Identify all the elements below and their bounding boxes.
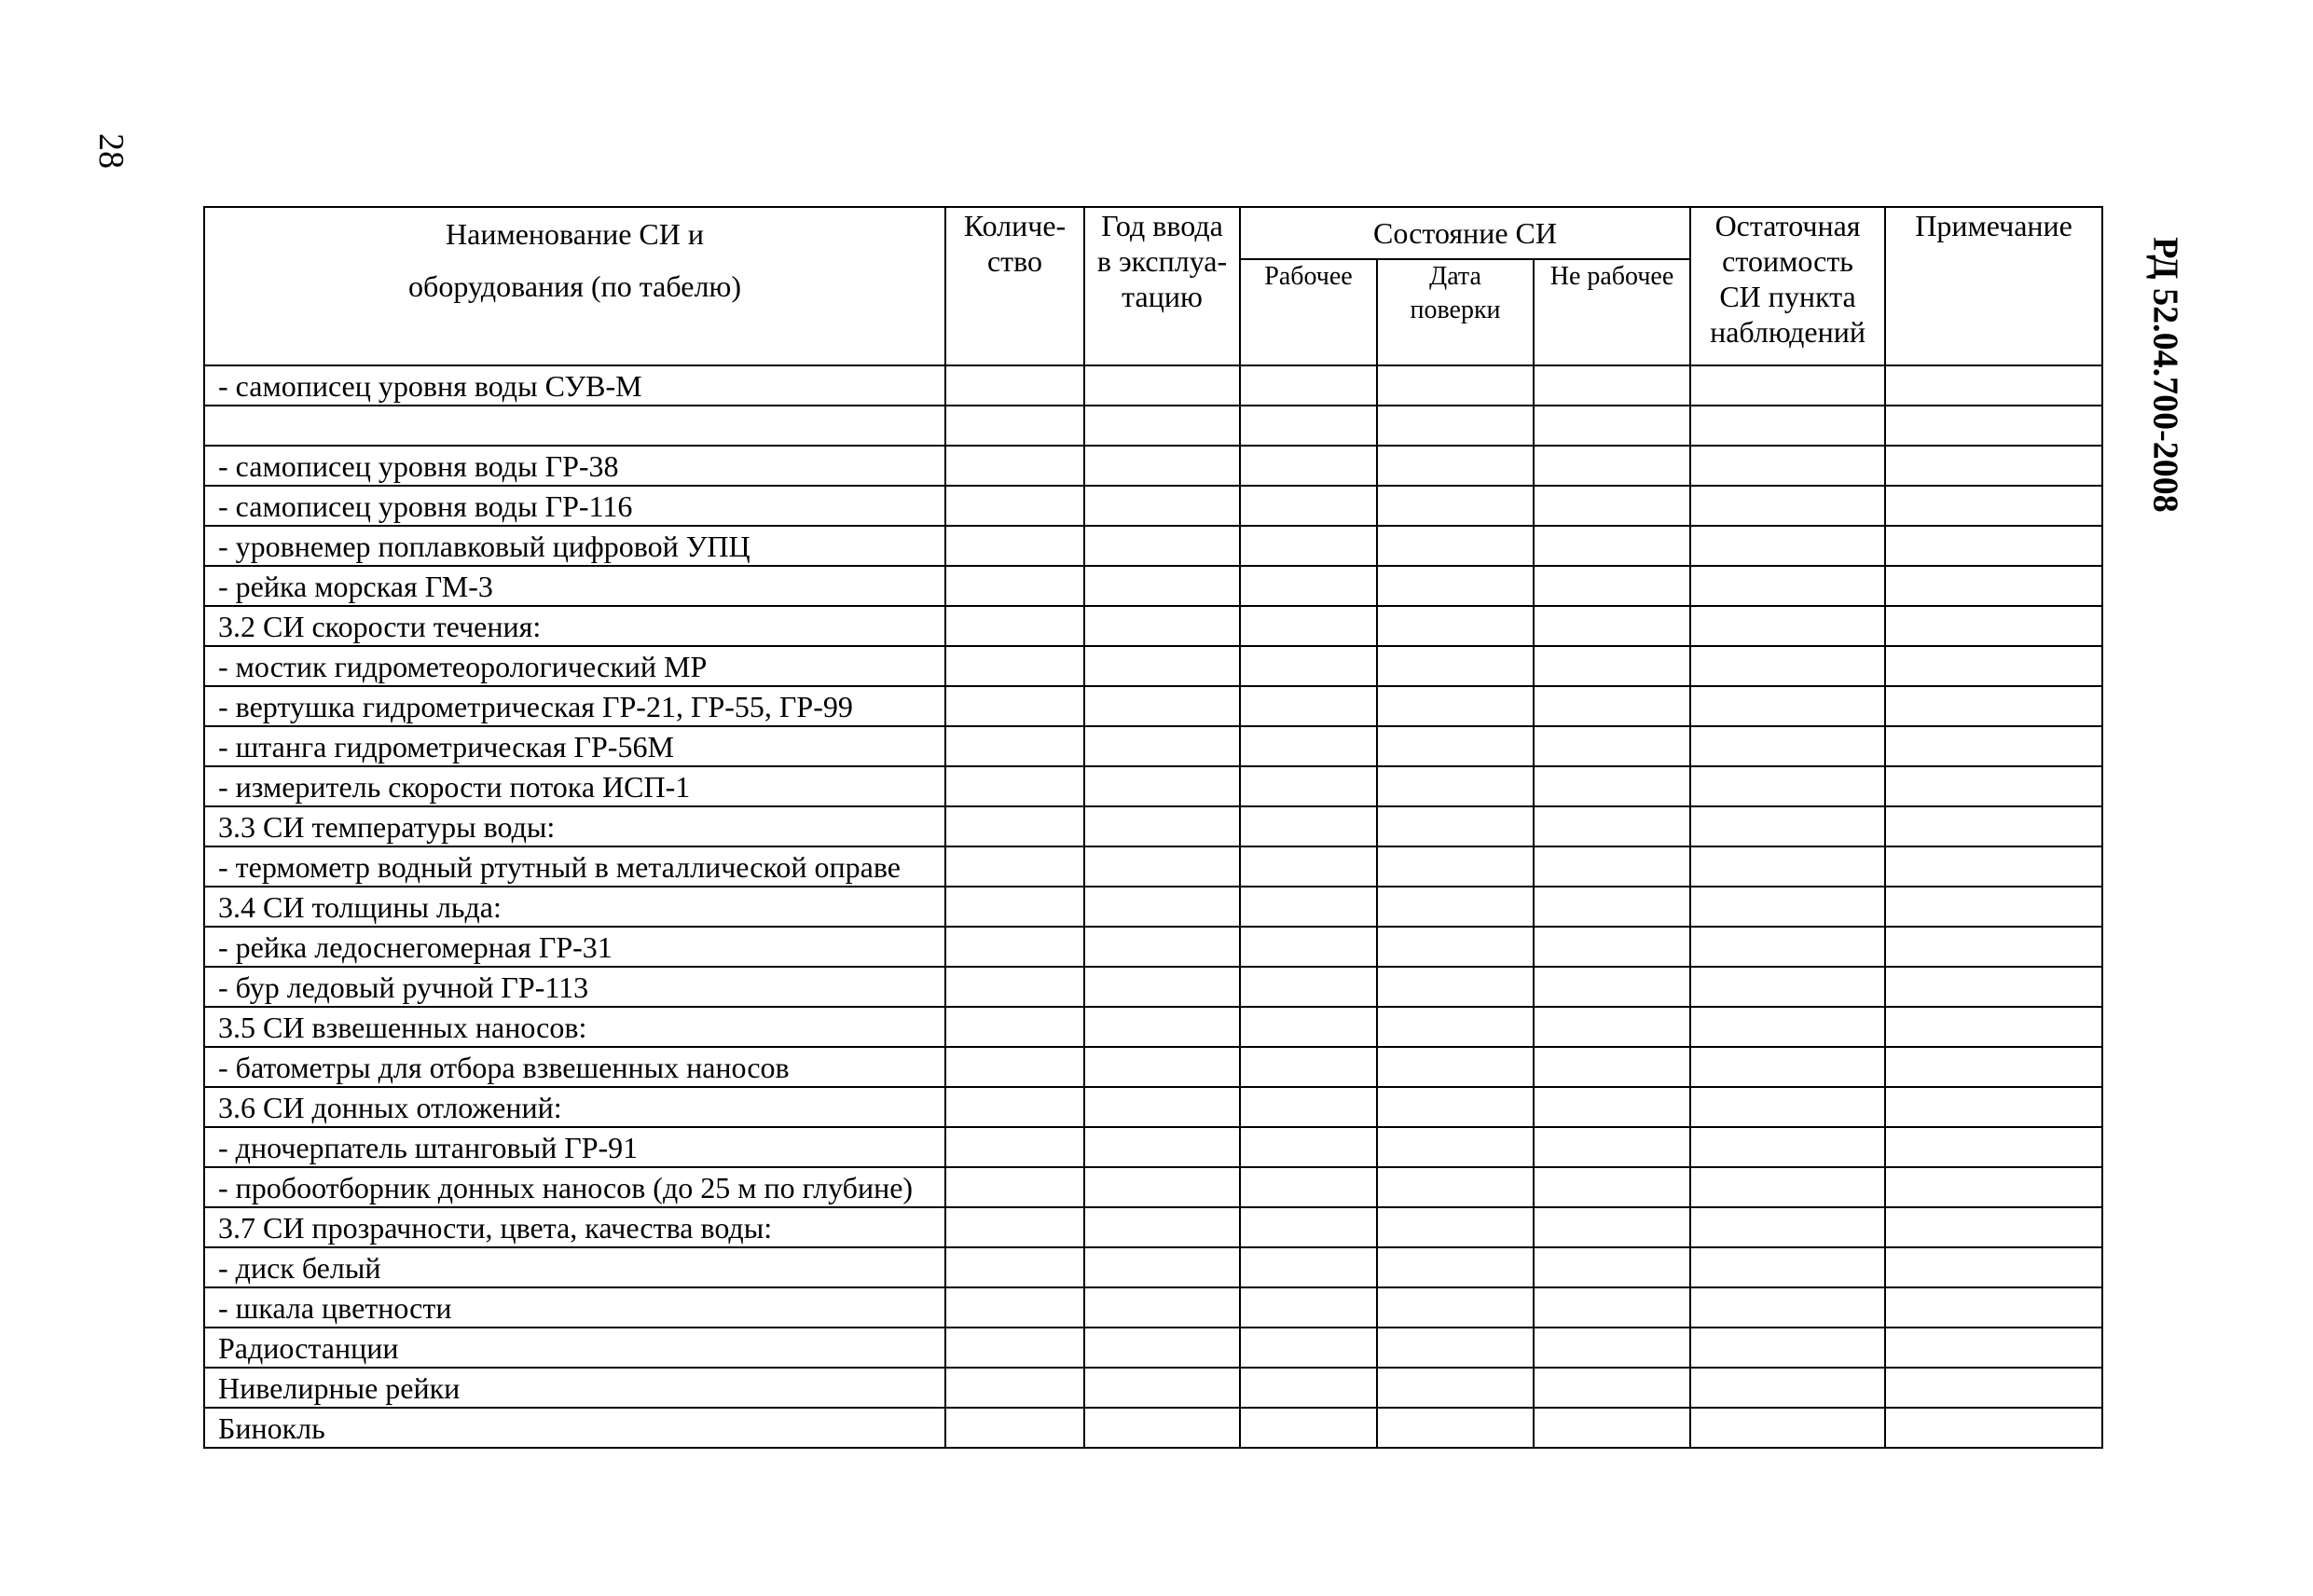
- table-row: [204, 1047, 2102, 1087]
- row-residual-value-cell: [1690, 1047, 1885, 1087]
- row-not-working-cell: [1534, 1247, 1690, 1287]
- row-residual-value-cell: [1690, 927, 1885, 967]
- row-not-working-cell: [1534, 1167, 1690, 1207]
- row-year-cell: [1084, 1167, 1240, 1207]
- row-quantity-cell: [945, 967, 1084, 1007]
- row-working-cell: [1240, 1207, 1377, 1247]
- row-not-working-cell: [1534, 967, 1690, 1007]
- row-year-cell: [1084, 1328, 1240, 1368]
- row-residual-value-cell: [1690, 365, 1885, 406]
- table-row: [204, 1167, 2102, 1207]
- table-row: [204, 726, 2102, 766]
- row-quantity-cell: [945, 846, 1084, 887]
- row-check-date-cell: [1377, 806, 1534, 846]
- row-working-cell: [1240, 1167, 1377, 1207]
- row-not-working-cell: [1534, 1368, 1690, 1408]
- row-equipment-name: - бур ледовый ручной ГР-113: [204, 967, 945, 1007]
- table-row: [204, 646, 2102, 686]
- row-year-cell: [1084, 846, 1240, 887]
- row-working-cell: [1240, 846, 1377, 887]
- row-year-cell: [1084, 486, 1240, 526]
- equipment-inventory-table: [203, 206, 2103, 1449]
- row-not-working-cell: [1534, 686, 1690, 726]
- row-not-working-cell: [1534, 1047, 1690, 1087]
- table-row: [204, 887, 2102, 927]
- row-note-cell: [1885, 1167, 2102, 1207]
- row-quantity-cell: [945, 566, 1084, 606]
- row-residual-value-cell: [1690, 486, 1885, 526]
- row-quantity-cell: [945, 486, 1084, 526]
- row-check-date-cell: [1377, 1328, 1534, 1368]
- row-note-cell: [1885, 1047, 2102, 1087]
- row-quantity-cell: [945, 927, 1084, 967]
- row-equipment-name: - диск белый: [204, 1247, 945, 1287]
- row-not-working-cell: [1534, 526, 1690, 566]
- row-check-date-cell: [1377, 726, 1534, 766]
- row-working-cell: [1240, 606, 1377, 646]
- row-not-working-cell: [1534, 1207, 1690, 1247]
- table-row: [204, 446, 2102, 486]
- table-row: [204, 686, 2102, 726]
- row-working-cell: [1240, 806, 1377, 846]
- row-quantity-cell: [945, 1127, 1084, 1167]
- row-quantity-cell: [945, 1368, 1084, 1408]
- row-not-working-cell: [1534, 365, 1690, 406]
- table-row: [204, 566, 2102, 606]
- row-quantity-cell: [945, 1007, 1084, 1047]
- header-name: [204, 207, 945, 365]
- row-year-cell: [1084, 927, 1240, 967]
- row-working-cell: [1240, 1087, 1377, 1127]
- row-check-date-cell: [1377, 1007, 1534, 1047]
- row-residual-value-cell: [1690, 1207, 1885, 1247]
- table-row: [204, 1328, 2102, 1368]
- row-quantity-cell: [945, 365, 1084, 406]
- row-note-cell: [1885, 887, 2102, 927]
- row-note-cell: [1885, 1368, 2102, 1408]
- row-residual-value-cell: [1690, 526, 1885, 566]
- row-working-cell: [1240, 1287, 1377, 1328]
- row-equipment-name: - самописец уровня воды ГР-38: [204, 446, 945, 486]
- row-check-date-cell: [1377, 1408, 1534, 1448]
- row-not-working-cell: [1534, 446, 1690, 486]
- row-residual-value-cell: [1690, 726, 1885, 766]
- row-check-date-cell: [1377, 646, 1534, 686]
- table-body: [204, 365, 2102, 1448]
- row-quantity-cell: [945, 686, 1084, 726]
- row-check-date-cell: [1377, 1368, 1534, 1408]
- row-year-cell: [1084, 526, 1240, 566]
- row-year-cell: [1084, 766, 1240, 806]
- table-row: [204, 486, 2102, 526]
- row-year-cell: [1084, 1207, 1240, 1247]
- row-note-cell: [1885, 766, 2102, 806]
- row-check-date-cell: [1377, 566, 1534, 606]
- header-year-line3: тацию: [1122, 280, 1203, 313]
- header-state-check-date: [1377, 259, 1534, 365]
- row-equipment-name: Бинокль: [204, 1408, 945, 1448]
- row-note-cell: [1885, 526, 2102, 566]
- row-check-date-cell: [1377, 406, 1534, 446]
- row-year-cell: [1084, 1287, 1240, 1328]
- row-working-cell: [1240, 1408, 1377, 1448]
- row-note-cell: [1885, 1408, 2102, 1448]
- row-residual-value-cell: [1690, 566, 1885, 606]
- row-note-cell: [1885, 726, 2102, 766]
- row-check-date-cell: [1377, 1167, 1534, 1207]
- header-quantity-line1: Количе-: [963, 209, 1067, 242]
- row-check-date-cell: [1377, 766, 1534, 806]
- row-quantity-cell: [945, 406, 1084, 446]
- table-row: [204, 1087, 2102, 1127]
- row-quantity-cell: [945, 1287, 1084, 1328]
- row-quantity-cell: [945, 646, 1084, 686]
- header-state-date-line2: поверки: [1410, 296, 1501, 324]
- table-row: [204, 1368, 2102, 1408]
- row-note-cell: [1885, 806, 2102, 846]
- table-row: [204, 606, 2102, 646]
- row-residual-value-cell: [1690, 766, 1885, 806]
- row-check-date-cell: [1377, 887, 1534, 927]
- row-equipment-name: - пробоотборник донных наносов (до 25 м по глубине): [204, 1167, 945, 1207]
- row-quantity-cell: [945, 606, 1084, 646]
- table-row: [204, 846, 2102, 887]
- row-equipment-name: - рейка морская ГМ-3: [204, 566, 945, 606]
- row-equipment-name: 3.6 СИ донных отложений:: [204, 1087, 945, 1127]
- row-equipment-name: 3.3 СИ температуры воды:: [204, 806, 945, 846]
- row-note-cell: [1885, 927, 2102, 967]
- row-note-cell: [1885, 1328, 2102, 1368]
- row-check-date-cell: [1377, 446, 1534, 486]
- row-working-cell: [1240, 406, 1377, 446]
- header-state-date-line1: Дата: [1429, 262, 1481, 291]
- row-equipment-name: - дночерпатель штанговый ГР-91: [204, 1127, 945, 1167]
- row-note-cell: [1885, 406, 2102, 446]
- row-not-working-cell: [1534, 646, 1690, 686]
- header-quantity-line2: ство: [986, 244, 1043, 278]
- header-state-not-working: Не рабочее: [1534, 259, 1690, 365]
- row-equipment-name: 3.2 СИ скорости течения:: [204, 606, 945, 646]
- row-year-cell: [1084, 726, 1240, 766]
- header-residual-line1: Остаточная: [1714, 209, 1861, 242]
- row-residual-value-cell: [1690, 806, 1885, 846]
- row-working-cell: [1240, 486, 1377, 526]
- row-equipment-name: [204, 406, 945, 446]
- row-note-cell: [1885, 1207, 2102, 1247]
- row-check-date-cell: [1377, 1287, 1534, 1328]
- row-working-cell: [1240, 1127, 1377, 1167]
- row-note-cell: [1885, 686, 2102, 726]
- header-year-line1: Год ввода: [1101, 209, 1223, 242]
- header-year: [1084, 207, 1240, 365]
- table-row: [204, 1287, 2102, 1328]
- row-residual-value-cell: [1690, 887, 1885, 927]
- row-equipment-name: - самописец уровня воды ГР-116: [204, 486, 945, 526]
- page-number: 28: [91, 133, 131, 169]
- row-working-cell: [1240, 726, 1377, 766]
- row-year-cell: [1084, 686, 1240, 726]
- row-note-cell: [1885, 846, 2102, 887]
- header-name-line1: Наименование СИ и: [446, 217, 704, 251]
- row-working-cell: [1240, 365, 1377, 406]
- table-row: [204, 365, 2102, 406]
- row-equipment-name: - рейка ледоснегомерная ГР-31: [204, 927, 945, 967]
- row-working-cell: [1240, 526, 1377, 566]
- row-working-cell: [1240, 1368, 1377, 1408]
- row-note-cell: [1885, 1247, 2102, 1287]
- row-equipment-name: - термометр водный ртутный в металлической оправе: [204, 846, 945, 887]
- row-note-cell: [1885, 1127, 2102, 1167]
- row-not-working-cell: [1534, 1127, 1690, 1167]
- row-note-cell: [1885, 365, 2102, 406]
- row-quantity-cell: [945, 806, 1084, 846]
- header-residual-value: [1690, 207, 1885, 365]
- row-equipment-name: - батометры для отбора взвешенных наносов: [204, 1047, 945, 1087]
- row-year-cell: [1084, 967, 1240, 1007]
- row-note-cell: [1885, 646, 2102, 686]
- row-quantity-cell: [945, 1207, 1084, 1247]
- row-working-cell: [1240, 686, 1377, 726]
- row-not-working-cell: [1534, 1287, 1690, 1328]
- row-residual-value-cell: [1690, 1287, 1885, 1328]
- row-note-cell: [1885, 486, 2102, 526]
- row-residual-value-cell: [1690, 406, 1885, 446]
- row-year-cell: [1084, 887, 1240, 927]
- header-name-line2: оборудования (по табелю): [408, 269, 741, 303]
- row-year-cell: [1084, 446, 1240, 486]
- row-not-working-cell: [1534, 486, 1690, 526]
- row-check-date-cell: [1377, 1247, 1534, 1287]
- table-row: [204, 1007, 2102, 1047]
- row-working-cell: [1240, 1247, 1377, 1287]
- row-equipment-name: - штанга гидрометрическая ГР-56М: [204, 726, 945, 766]
- row-working-cell: [1240, 646, 1377, 686]
- table-row: [204, 1247, 2102, 1287]
- row-working-cell: [1240, 566, 1377, 606]
- row-equipment-name: - вертушка гидрометрическая ГР-21, ГР-55, ГР-99: [204, 686, 945, 726]
- row-check-date-cell: [1377, 606, 1534, 646]
- row-residual-value-cell: [1690, 967, 1885, 1007]
- table-row: [204, 766, 2102, 806]
- table-row: [204, 967, 2102, 1007]
- row-quantity-cell: [945, 726, 1084, 766]
- row-not-working-cell: [1534, 566, 1690, 606]
- row-equipment-name: - уровнемер поплавковый цифровой УПЦ: [204, 526, 945, 566]
- row-working-cell: [1240, 1007, 1377, 1047]
- row-residual-value-cell: [1690, 1408, 1885, 1448]
- row-not-working-cell: [1534, 1408, 1690, 1448]
- row-check-date-cell: [1377, 365, 1534, 406]
- row-not-working-cell: [1534, 887, 1690, 927]
- row-year-cell: [1084, 1047, 1240, 1087]
- row-residual-value-cell: [1690, 846, 1885, 887]
- row-year-cell: [1084, 1127, 1240, 1167]
- row-check-date-cell: [1377, 1087, 1534, 1127]
- row-check-date-cell: [1377, 1207, 1534, 1247]
- row-working-cell: [1240, 1047, 1377, 1087]
- header-year-line2: в эксплуа-: [1096, 244, 1228, 278]
- row-check-date-cell: [1377, 846, 1534, 887]
- table-row: [204, 1127, 2102, 1167]
- row-working-cell: [1240, 446, 1377, 486]
- row-equipment-name: 3.7 СИ прозрачности, цвета, качества воды:: [204, 1207, 945, 1247]
- row-working-cell: [1240, 927, 1377, 967]
- row-equipment-name: Радиостанции: [204, 1328, 945, 1368]
- row-working-cell: [1240, 887, 1377, 927]
- row-not-working-cell: [1534, 606, 1690, 646]
- header-row-top: [204, 207, 2102, 259]
- row-working-cell: [1240, 766, 1377, 806]
- header-note: Примечание: [1885, 207, 2102, 365]
- row-quantity-cell: [945, 1167, 1084, 1207]
- row-equipment-name: - измеритель скорости потока ИСП-1: [204, 766, 945, 806]
- table-row: [204, 806, 2102, 846]
- header-residual-line3: СИ пункта: [1719, 280, 1856, 313]
- row-not-working-cell: [1534, 726, 1690, 766]
- row-quantity-cell: [945, 1247, 1084, 1287]
- row-residual-value-cell: [1690, 1007, 1885, 1047]
- row-residual-value-cell: [1690, 1368, 1885, 1408]
- row-year-cell: [1084, 1247, 1240, 1287]
- row-note-cell: [1885, 1007, 2102, 1047]
- row-year-cell: [1084, 1408, 1240, 1448]
- row-check-date-cell: [1377, 486, 1534, 526]
- row-year-cell: [1084, 646, 1240, 686]
- header-state-group: Состояние СИ: [1240, 207, 1690, 259]
- row-year-cell: [1084, 1087, 1240, 1127]
- row-note-cell: [1885, 446, 2102, 486]
- row-check-date-cell: [1377, 1047, 1534, 1087]
- row-equipment-name: Нивелирные рейки: [204, 1368, 945, 1408]
- row-not-working-cell: [1534, 1328, 1690, 1368]
- table-row: [204, 1408, 2102, 1448]
- row-year-cell: [1084, 606, 1240, 646]
- row-residual-value-cell: [1690, 1167, 1885, 1207]
- row-residual-value-cell: [1690, 1127, 1885, 1167]
- header-residual-line4: наблюдений: [1710, 315, 1866, 349]
- document-code: РД 52.04.700-2008: [2145, 237, 2185, 513]
- row-check-date-cell: [1377, 526, 1534, 566]
- row-check-date-cell: [1377, 686, 1534, 726]
- row-not-working-cell: [1534, 1087, 1690, 1127]
- row-year-cell: [1084, 1368, 1240, 1408]
- row-quantity-cell: [945, 1408, 1084, 1448]
- row-equipment-name: 3.4 СИ толщины льда:: [204, 887, 945, 927]
- row-check-date-cell: [1377, 927, 1534, 967]
- row-note-cell: [1885, 1287, 2102, 1328]
- table-row: [204, 927, 2102, 967]
- row-residual-value-cell: [1690, 686, 1885, 726]
- table-row: [204, 406, 2102, 446]
- row-check-date-cell: [1377, 1127, 1534, 1167]
- row-year-cell: [1084, 806, 1240, 846]
- row-quantity-cell: [945, 887, 1084, 927]
- header-state-working: Рабочее: [1240, 259, 1377, 365]
- row-check-date-cell: [1377, 967, 1534, 1007]
- row-not-working-cell: [1534, 846, 1690, 887]
- table-row: [204, 526, 2102, 566]
- row-year-cell: [1084, 365, 1240, 406]
- table-row: [204, 1207, 2102, 1247]
- row-note-cell: [1885, 1087, 2102, 1127]
- row-note-cell: [1885, 606, 2102, 646]
- row-year-cell: [1084, 406, 1240, 446]
- row-quantity-cell: [945, 1328, 1084, 1368]
- row-not-working-cell: [1534, 766, 1690, 806]
- row-note-cell: [1885, 566, 2102, 606]
- row-equipment-name: - шкала цветности: [204, 1287, 945, 1328]
- row-year-cell: [1084, 566, 1240, 606]
- header-residual-line2: стоимость: [1722, 244, 1853, 278]
- row-not-working-cell: [1534, 406, 1690, 446]
- row-residual-value-cell: [1690, 1087, 1885, 1127]
- row-note-cell: [1885, 967, 2102, 1007]
- row-year-cell: [1084, 1007, 1240, 1047]
- row-residual-value-cell: [1690, 646, 1885, 686]
- header-quantity: [945, 207, 1084, 365]
- row-working-cell: [1240, 967, 1377, 1007]
- row-residual-value-cell: [1690, 1247, 1885, 1287]
- row-residual-value-cell: [1690, 606, 1885, 646]
- row-working-cell: [1240, 1328, 1377, 1368]
- row-not-working-cell: [1534, 1007, 1690, 1047]
- row-residual-value-cell: [1690, 1328, 1885, 1368]
- row-quantity-cell: [945, 766, 1084, 806]
- row-equipment-name: - мостик гидрометеорологический МР: [204, 646, 945, 686]
- row-equipment-name: 3.5 СИ взвешенных наносов:: [204, 1007, 945, 1047]
- row-residual-value-cell: [1690, 446, 1885, 486]
- row-quantity-cell: [945, 1087, 1084, 1127]
- row-equipment-name: - самописец уровня воды СУВ-М: [204, 365, 945, 406]
- row-quantity-cell: [945, 1047, 1084, 1087]
- row-not-working-cell: [1534, 806, 1690, 846]
- row-quantity-cell: [945, 446, 1084, 486]
- row-quantity-cell: [945, 526, 1084, 566]
- row-not-working-cell: [1534, 927, 1690, 967]
